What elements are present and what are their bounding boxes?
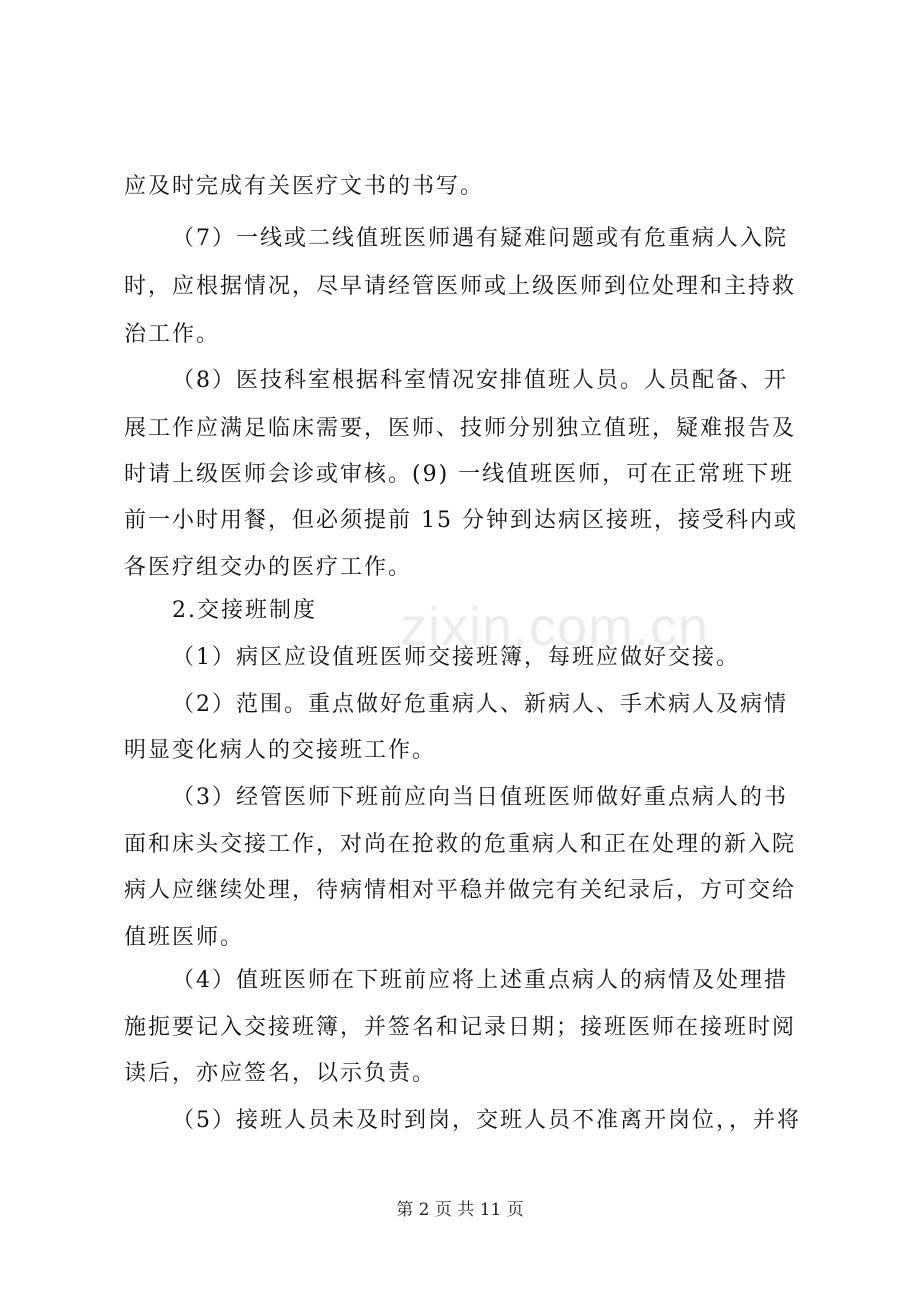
body-line: 治工作。 bbox=[124, 322, 221, 347]
body-line: 时请上级医师会诊或审核。(9) 一线值班医师，可在正常班下班 bbox=[124, 462, 795, 487]
body-line: 应及时完成有关医疗文书的书写。 bbox=[124, 174, 485, 199]
section-heading: 2.交接班制度 bbox=[172, 598, 317, 623]
paragraph-5-line: （5）接班人员未及时到岗，交班人员不准离开岗位，，并将 bbox=[172, 1108, 801, 1133]
body-line: 面和床头交接工作，对尚在抢救的危重病人和正在处理的新入院 bbox=[124, 832, 797, 857]
watermark: zixin.com.cn bbox=[400, 597, 710, 657]
body-line: 明显变化病人的交接班工作。 bbox=[124, 738, 437, 763]
paragraph-1-line: （1）病区应设值班医师交接班簿，每班应做好交接。 bbox=[172, 645, 740, 670]
paragraph-8-line: （8）医技科室根据科室情况安排值班人员。人员配备、开 bbox=[172, 368, 788, 393]
paragraph-3-line: （3）经管医师下班前应向当日值班医师做好重点病人的书 bbox=[172, 785, 788, 810]
paragraph-2-line: （2）范围。重点做好危重病人、新病人、手术病人及病情 bbox=[172, 692, 788, 717]
body-line: 时，应根据情况，尽早请经管医师或上级医师到位处理和主持救 bbox=[124, 274, 797, 299]
body-line: 病人应继续处理，待病情相对平稳并做完有关纪录后，方可交给 bbox=[124, 878, 797, 903]
paragraph-4-line: （4）值班医师在下班前应将上述重点病人的病情及处理措 bbox=[172, 968, 788, 993]
page-footer: 第 2 页 共 11 页 bbox=[396, 1200, 524, 1220]
body-line: 前一小时用餐，但必须提前 15 分钟到达病区接班，接受科内或 bbox=[124, 508, 798, 533]
body-line: 值班医师。 bbox=[124, 925, 245, 950]
body-line: 展工作应满足临床需要，医师、技师分别独立值班，疑难报告及 bbox=[124, 416, 797, 441]
body-line: 读后，亦应签名，以示负责。 bbox=[124, 1061, 437, 1086]
paragraph-7-line: （7）一线或二线值班医师遇有疑难问题或有危重病人入院 bbox=[172, 226, 788, 251]
body-line: 各医疗组交办的医疗工作。 bbox=[124, 555, 413, 580]
body-line: 施扼要记入交接班簿，并签名和记录日期；接班医师在接班时阅 bbox=[124, 1015, 797, 1040]
